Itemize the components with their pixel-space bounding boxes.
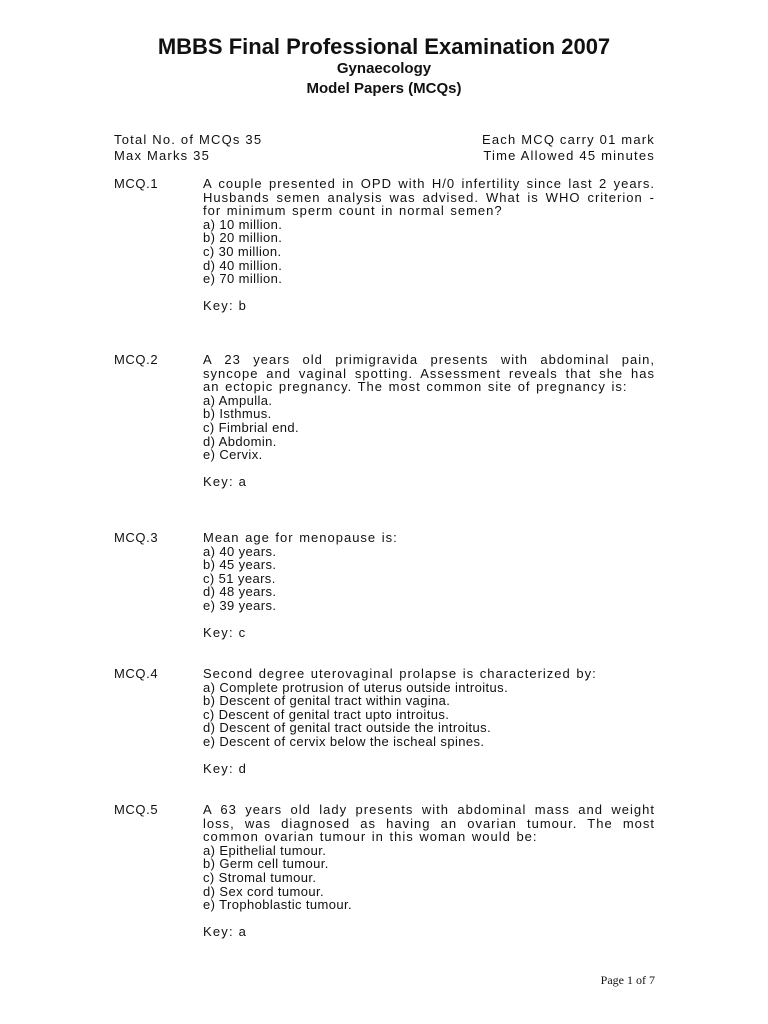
mcq-option: a) 10 million. [203, 216, 283, 232]
mcq-body [203, 803, 655, 939]
mcq-option: c) 30 million. [203, 243, 282, 259]
mcq-body [203, 667, 655, 776]
mcq-option: e) Descent of cervix below the ischeal spines. [203, 733, 485, 749]
mcq-answer-key: Key: c [203, 625, 247, 641]
page-title: MBBS Final Professional Examination 2007 [157, 34, 611, 59]
mcq-option: c) Stromal tumour. [203, 869, 317, 885]
mcq-option: a) Complete protrusion of uterus outside introitus. [203, 679, 509, 695]
mcq-question: A 23 years old primigravida presents with abdominal pain, syncope and vaginal spotting. Assessment reveals that she has an ectopic pregnancy. The most common site of pregnancy is: [203, 352, 655, 395]
mcq-question: Second degree uterovaginal prolapse is characterized by: [203, 666, 597, 681]
page-number: Page 1 of 7 [600, 973, 655, 987]
mcq-options [203, 394, 655, 462]
mcq-question: A 63 years old lady presents with abdominal mass and weight loss, was diagnosed as having an ovarian tumour. The most common ovarian tumour in this woman would be: [203, 802, 655, 845]
exam-meta-row-1 [114, 131, 655, 148]
mcq-options [203, 545, 655, 613]
mcq-option: e) 70 million. [203, 271, 283, 287]
mcq-option: b) 45 years. [203, 557, 277, 573]
mcq-answer-key: Key: a [203, 474, 248, 490]
mcq-option: d) 48 years. [203, 584, 277, 600]
mcq-question: A couple presented in OPD with H/0 infertility since last 2 years. Husbands semen analysis was advised. What is WHO criterion - for minimum sperm count in normal semen? [203, 176, 655, 219]
mcq-option: a) Ampulla. [203, 392, 273, 408]
time-allowed-text: Time Allowed 45 minutes [483, 148, 655, 163]
mcq-options [203, 218, 655, 286]
mcq-option: e) Cervix. [203, 447, 263, 463]
mcq-answer-key: Key: a [203, 924, 248, 940]
mcq-options [203, 681, 655, 749]
mcq-option: d) 40 million. [203, 257, 283, 273]
mcq-option: a) 40 years. [203, 543, 277, 559]
mcq-number: MCQ.2 [114, 352, 159, 367]
mcq-number: MCQ.5 [114, 802, 159, 817]
mcq-option: b) 20 million. [203, 230, 283, 246]
mcq-option: b) Isthmus. [203, 406, 272, 422]
total-mcqs-text: Total No. of MCQs 35 [114, 132, 263, 147]
mcq-question: Mean age for menopause is: [203, 530, 398, 545]
mcq-option: c) 51 years. [203, 570, 276, 586]
mcq-option: d) Descent of genital tract outside the introitus. [203, 720, 492, 736]
subject-heading: Gynaecology [336, 60, 432, 77]
exam-meta-row-2 [114, 147, 655, 164]
mcq-option: c) Fimbrial end. [203, 419, 299, 435]
mcq-number: MCQ.3 [114, 530, 159, 545]
mcq-number: MCQ.1 [114, 176, 159, 191]
mcq-options [203, 844, 655, 912]
mcq-body [203, 177, 655, 313]
mcq-option: a) Epithelial tumour. [203, 842, 327, 858]
mcq-answer-key: Key: b [203, 298, 248, 314]
mcq-option: e) Trophoblastic tumour. [203, 897, 353, 913]
marks-per-mcq-text: Each MCQ carry 01 mark [481, 132, 655, 147]
mcq-number: MCQ.4 [114, 666, 159, 681]
mcq-body [203, 353, 655, 489]
mcq-option: d) Sex cord tumour. [203, 883, 325, 899]
mcq-option: d) Abdomin. [203, 433, 277, 449]
mcq-option: b) Descent of genital tract within vagina. [203, 693, 451, 709]
max-marks-text: Max Marks 35 [114, 148, 211, 163]
mcq-body [203, 531, 655, 640]
mcq-option: b) Germ cell tumour. [203, 856, 329, 872]
mcq-option: e) 39 years. [203, 597, 277, 613]
mcq-answer-key: Key: d [203, 761, 248, 777]
mcq-option: c) Descent of genital tract upto introitus. [203, 706, 450, 722]
paper-type-heading: Model Papers (MCQs) [306, 80, 462, 97]
